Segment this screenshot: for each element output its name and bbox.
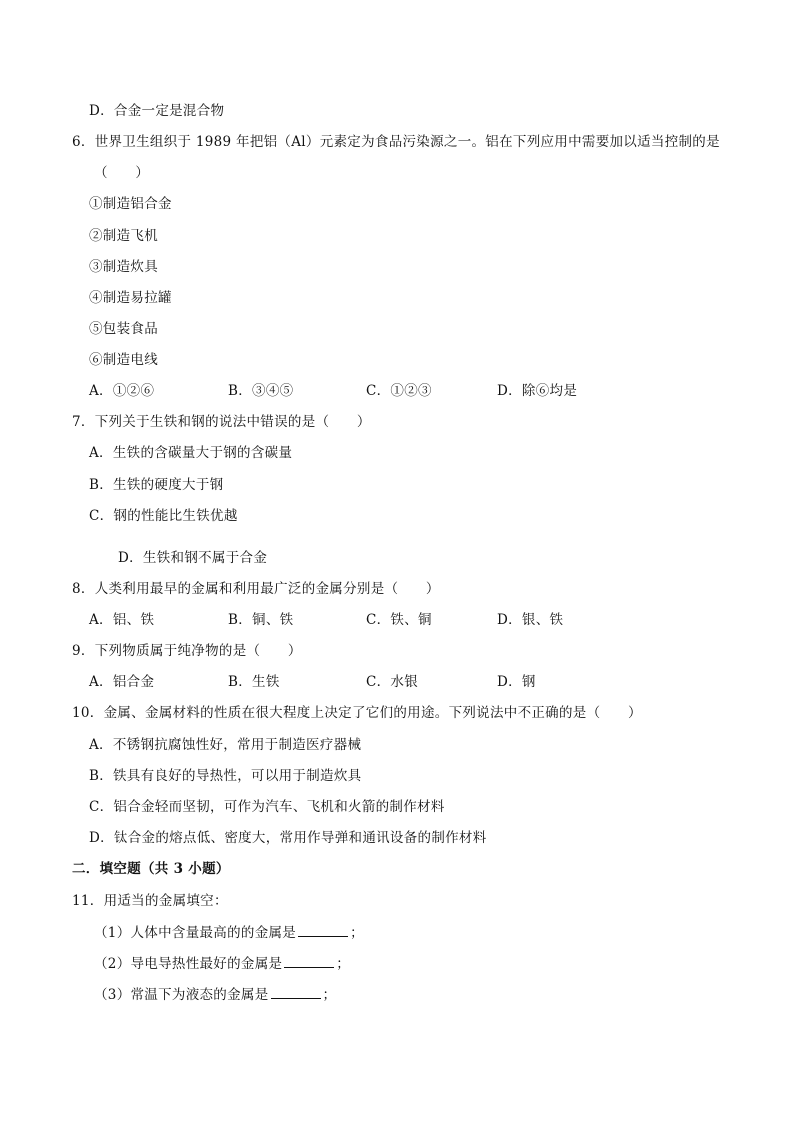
q10-stem: 10．金属、金属材料的性质在很大程度上决定了它们的用途。下列说法中不正确的是（ ） — [72, 705, 642, 721]
q9-option-b: B．生铁 — [228, 674, 280, 690]
q6-item-6: ⑥制造电线 — [89, 352, 158, 368]
q6-item-4: ④制造易拉罐 — [89, 290, 172, 306]
q6-option-a: A．①②⑥ — [89, 383, 155, 399]
q11-part-3 — [94, 985, 336, 1004]
q7-option-b: B．生铁的硬度大于钢 — [89, 477, 224, 493]
q8-stem: 8．人类利用最早的金属和利用最广泛的金属分别是（ ） — [72, 581, 440, 597]
section-heading-fill-in: 二．填空题（共 3 小题） — [72, 861, 230, 877]
q6-answer-paren: （ ） — [94, 165, 150, 181]
q9-option-d: D．钢 — [497, 674, 536, 690]
q10-option-d: D．钛合金的熔点低、密度大，常用作导弹和通讯设备的制作材料 — [89, 830, 487, 846]
q6-item-1: ①制造铝合金 — [89, 196, 172, 212]
q11-part-1-text: （1）人体中含量最高的的金属是 — [94, 925, 297, 941]
q7-option-a: A．生铁的含碳量大于钢的含碳量 — [89, 445, 293, 461]
q11-stem: 11．用适当的金属填空： — [72, 893, 228, 909]
q6-item-3: ③制造炊具 — [89, 259, 158, 275]
q10-option-b: B．铁具有良好的导热性，可以用于制造炊具 — [89, 768, 362, 784]
q8-option-c: C．铁、铜 — [366, 612, 432, 628]
q11-part-2-text: （2）导电导热性最好的金属是 — [94, 956, 283, 972]
q6-stem: 6．世界卫生组织于 1989 年把铝（Al）元素定为食品污染源之一。铝在下列应用中需要加以适当控制的是 — [72, 134, 720, 150]
q7-option-d: D．生铁和钢不属于合金 — [118, 550, 268, 566]
q9-option-c: C．水银 — [366, 674, 419, 690]
q11-part-1 — [94, 923, 364, 942]
q6-item-5: ⑤包装食品 — [89, 321, 158, 337]
answer-blank — [271, 985, 321, 999]
answer-blank — [284, 954, 334, 968]
answer-blank — [298, 923, 348, 937]
q9-stem: 9．下列物质属于纯净物的是（ ） — [72, 643, 302, 659]
q8-option-a: A．铝、铁 — [89, 612, 155, 628]
q7-stem: 7．下列关于生铁和钢的说法中错误的是（ ） — [72, 414, 371, 430]
q11-part-1-end: ； — [350, 925, 364, 941]
q6-option-b: B．③④⑤ — [228, 383, 294, 399]
q5-option-d: D．合金一定是混合物 — [89, 103, 225, 119]
q11-part-3-text: （3）常温下为液态的金属是 — [94, 987, 269, 1003]
q11-part-2 — [94, 954, 350, 973]
q11-part-2-end: ； — [336, 956, 351, 972]
q8-option-b: B．铜、铁 — [228, 612, 294, 628]
q10-option-c: C．铝合金轻而坚韧，可作为汽车、飞机和火箭的制作材料 — [89, 799, 445, 815]
q6-option-d: D．除⑥均是 — [497, 383, 578, 399]
q9-option-a: A．铝合金 — [89, 674, 155, 690]
q6-item-2: ②制造飞机 — [89, 228, 158, 244]
q6-option-c: C．①②③ — [366, 383, 432, 399]
q11-part-3-end: ； — [322, 987, 337, 1003]
q10-option-a: A．不锈钢抗腐蚀性好，常用于制造医疗器械 — [89, 737, 362, 753]
q7-option-c: C．钢的性能比生铁优越 — [89, 508, 238, 524]
q8-option-d: D．银、铁 — [497, 612, 564, 628]
